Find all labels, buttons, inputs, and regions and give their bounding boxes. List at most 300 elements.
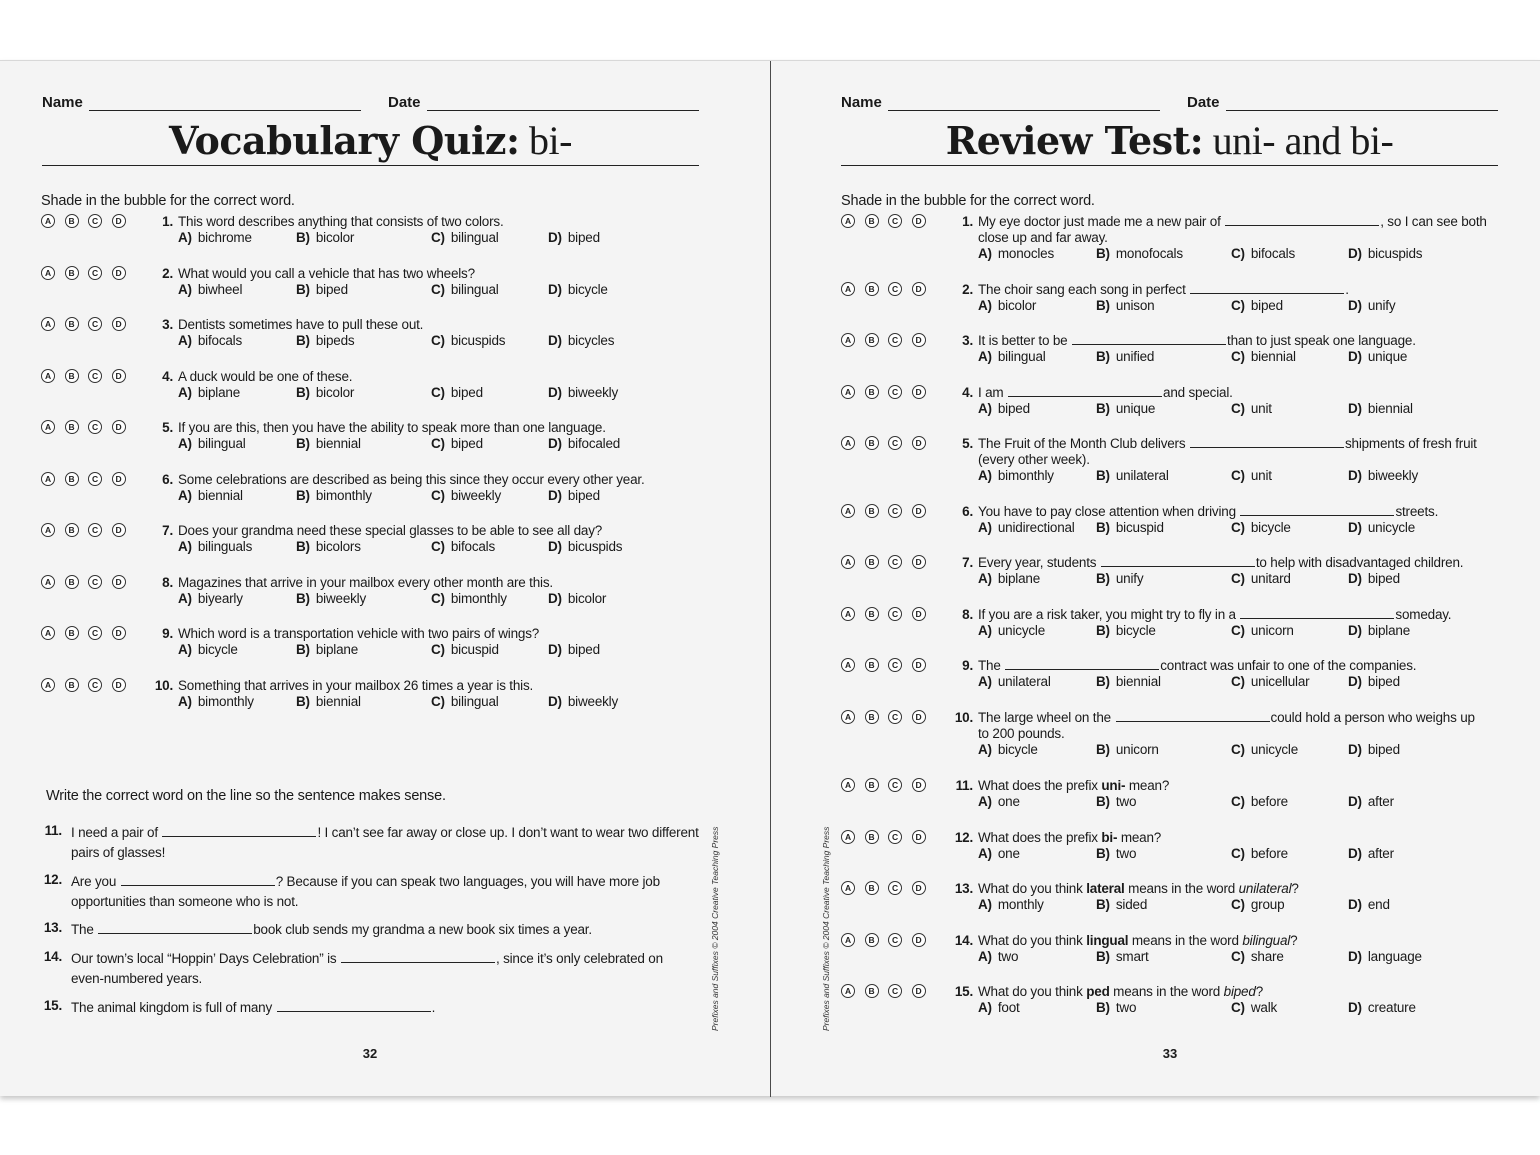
question-text: Magazines that arrive in your mailbox every other month are this. bbox=[178, 574, 553, 590]
bubble-d[interactable]: D bbox=[112, 523, 126, 537]
option-word: unicorn bbox=[1250, 623, 1294, 638]
bubble-c[interactable]: C bbox=[888, 830, 902, 844]
option-d bbox=[1348, 520, 1415, 535]
answer-blank[interactable] bbox=[1225, 214, 1379, 226]
bubble-a[interactable]: A bbox=[841, 555, 855, 569]
question-text bbox=[978, 658, 1416, 673]
bubble-c[interactable]: C bbox=[888, 436, 902, 450]
sentence-start: The choir sang each song in perfect bbox=[978, 282, 1186, 297]
sentence-end: ? Because if you can speak two languages, you will have more job bbox=[275, 874, 660, 889]
bubble-b[interactable]: B bbox=[65, 523, 79, 537]
option-a bbox=[178, 488, 243, 503]
option-a bbox=[178, 385, 240, 400]
option-b bbox=[1096, 623, 1156, 638]
bubble-d[interactable]: D bbox=[112, 317, 126, 331]
bubble-b[interactable]: B bbox=[865, 504, 879, 518]
option-word: bilingual bbox=[450, 230, 499, 245]
option-b bbox=[296, 539, 361, 554]
sentence-end: could hold a person who weighs up bbox=[1270, 710, 1475, 725]
question-item bbox=[841, 333, 1501, 367]
question-text bbox=[978, 385, 1233, 400]
option-letter: D) bbox=[548, 230, 562, 245]
option-word: unit bbox=[1250, 468, 1272, 483]
date-field[interactable] bbox=[427, 110, 699, 111]
option-a bbox=[978, 897, 1044, 912]
bubble-d[interactable]: D bbox=[912, 282, 926, 296]
bubble-d[interactable]: D bbox=[112, 420, 126, 434]
option-letter: A) bbox=[978, 401, 992, 416]
sentence-end: . bbox=[1345, 282, 1349, 297]
option-c bbox=[1231, 1000, 1277, 1015]
bubble-b[interactable]: B bbox=[65, 420, 79, 434]
bubble-a[interactable]: A bbox=[841, 778, 855, 792]
option-letter: D) bbox=[1348, 349, 1362, 364]
bubble-d[interactable]: D bbox=[912, 555, 926, 569]
bubble-c[interactable]: C bbox=[888, 710, 902, 724]
question-number: 10. bbox=[154, 677, 173, 693]
bubble-a[interactable]: A bbox=[841, 984, 855, 998]
bubble-d[interactable]: D bbox=[112, 575, 126, 589]
option-word: bicuspids bbox=[1367, 246, 1423, 261]
bubble-b[interactable]: B bbox=[865, 984, 879, 998]
option-a bbox=[978, 571, 1040, 586]
question-text: Some celebrations are described as being this since they occur every other year. bbox=[178, 471, 645, 487]
question-middle: means in the word bbox=[1109, 984, 1224, 999]
fill-sentence bbox=[71, 823, 699, 863]
bubble-b[interactable]: B bbox=[65, 369, 79, 383]
option-d bbox=[1348, 246, 1422, 261]
option-b bbox=[1096, 349, 1154, 364]
bubble-c[interactable]: C bbox=[888, 385, 902, 399]
option-a bbox=[978, 246, 1054, 261]
option-word: biweekly bbox=[315, 590, 367, 606]
option-c bbox=[1231, 623, 1294, 638]
question-text bbox=[978, 881, 1299, 896]
option-word: creature bbox=[1367, 1000, 1416, 1015]
option-c bbox=[1231, 520, 1291, 535]
bubble-c[interactable]: C bbox=[888, 282, 902, 296]
option-c bbox=[431, 385, 483, 400]
option-word: biped bbox=[1250, 298, 1283, 313]
bubble-a[interactable]: A bbox=[41, 420, 55, 434]
question-text bbox=[978, 984, 1263, 999]
bubble-d[interactable]: D bbox=[912, 984, 926, 998]
option-c bbox=[431, 694, 499, 709]
bubble-a[interactable]: A bbox=[841, 385, 855, 399]
option-letter: C) bbox=[1231, 742, 1245, 757]
option-letter: D) bbox=[1348, 897, 1362, 912]
answer-blank[interactable] bbox=[1190, 282, 1344, 294]
answer-blank[interactable] bbox=[1005, 658, 1159, 670]
option-letter: D) bbox=[1348, 298, 1362, 313]
bubble-a[interactable]: A bbox=[841, 214, 855, 228]
title-rule bbox=[841, 165, 1498, 166]
option-word: share bbox=[1250, 948, 1284, 964]
bubble-a[interactable]: A bbox=[41, 626, 55, 640]
option-letter: B) bbox=[1096, 674, 1110, 689]
option-d bbox=[548, 642, 600, 657]
sentence-continued: opportunities than someone who is not. bbox=[71, 894, 299, 909]
bubble-d[interactable]: D bbox=[912, 658, 926, 672]
bubble-b[interactable]: B bbox=[65, 317, 79, 331]
bubble-b[interactable]: B bbox=[865, 710, 879, 724]
date-field[interactable] bbox=[1226, 110, 1498, 111]
answer-blank[interactable] bbox=[162, 825, 316, 837]
option-word: unilateral bbox=[997, 674, 1051, 689]
option-word: one bbox=[997, 845, 1020, 861]
bubble-a[interactable]: A bbox=[41, 369, 55, 383]
answer-blank[interactable] bbox=[121, 874, 275, 886]
option-word: two bbox=[997, 948, 1019, 964]
bubble-a[interactable]: A bbox=[41, 678, 55, 692]
bubble-d[interactable]: D bbox=[112, 266, 126, 280]
book-spread bbox=[0, 60, 1540, 1096]
bubble-d[interactable]: D bbox=[912, 214, 926, 228]
option-word: two bbox=[1115, 845, 1137, 861]
option-letter: A) bbox=[978, 468, 992, 483]
option-a bbox=[978, 401, 1030, 416]
option-word: bimonthly bbox=[997, 468, 1054, 483]
fill-number: 13. bbox=[43, 920, 62, 935]
option-b bbox=[1096, 949, 1149, 964]
bubble-c[interactable]: C bbox=[888, 504, 902, 518]
option-letter: C) bbox=[1231, 674, 1245, 689]
bubble-c[interactable]: C bbox=[888, 778, 902, 792]
bubble-c[interactable]: C bbox=[88, 678, 102, 692]
bubble-b[interactable]: B bbox=[865, 933, 879, 947]
option-d bbox=[548, 436, 620, 451]
fill-number: 14. bbox=[43, 949, 62, 964]
bubble-a[interactable]: A bbox=[41, 214, 55, 228]
option-word: biped bbox=[315, 281, 348, 297]
bubble-c[interactable]: C bbox=[88, 214, 102, 228]
bubble-d[interactable]: D bbox=[912, 933, 926, 947]
bubble-d[interactable]: D bbox=[912, 778, 926, 792]
bubble-d[interactable]: D bbox=[912, 881, 926, 895]
option-letter: C) bbox=[1231, 520, 1245, 535]
option-letter: A) bbox=[978, 520, 992, 535]
bubble-a[interactable]: A bbox=[41, 266, 55, 280]
question-number: 7. bbox=[962, 555, 973, 570]
bubble-c[interactable]: C bbox=[88, 523, 102, 537]
bubble-c[interactable]: C bbox=[88, 575, 102, 589]
bubble-a[interactable]: A bbox=[41, 575, 55, 589]
bubble-a[interactable]: A bbox=[841, 436, 855, 450]
bubble-b[interactable]: B bbox=[65, 575, 79, 589]
bubble-c[interactable]: C bbox=[888, 555, 902, 569]
option-b bbox=[296, 694, 361, 709]
fill-in-item bbox=[42, 949, 702, 989]
option-word: unicycle bbox=[1367, 520, 1416, 535]
question-end: ? bbox=[1255, 984, 1263, 999]
question-text bbox=[978, 710, 1475, 725]
option-b bbox=[296, 591, 366, 606]
option-letter: B) bbox=[296, 642, 310, 657]
option-word: walk bbox=[1250, 1000, 1278, 1015]
sentence-end: than to just speak one language. bbox=[1227, 333, 1416, 348]
option-letter: B) bbox=[296, 693, 310, 709]
bubble-d[interactable]: D bbox=[112, 626, 126, 640]
bubble-b[interactable]: B bbox=[865, 436, 879, 450]
bubble-b[interactable]: B bbox=[65, 214, 79, 228]
bubble-d[interactable]: D bbox=[112, 678, 126, 692]
question-text bbox=[978, 778, 1169, 793]
answer-blank[interactable] bbox=[98, 922, 252, 934]
option-letter: D) bbox=[548, 333, 562, 348]
question-item bbox=[841, 778, 1501, 812]
bubble-a[interactable]: A bbox=[841, 333, 855, 347]
left-page bbox=[0, 61, 770, 1097]
option-d bbox=[548, 333, 614, 348]
sentence-end: to help with disadvantaged children. bbox=[1255, 555, 1464, 570]
option-letter: D) bbox=[1348, 948, 1362, 964]
bubble-c[interactable]: C bbox=[888, 933, 902, 947]
bubble-c[interactable]: C bbox=[888, 658, 902, 672]
bubble-c[interactable]: C bbox=[88, 626, 102, 640]
bubble-c[interactable]: C bbox=[888, 214, 902, 228]
bubble-a[interactable]: A bbox=[841, 933, 855, 947]
option-word: bifocals bbox=[197, 333, 243, 348]
option-letter: A) bbox=[178, 642, 192, 657]
option-d bbox=[548, 488, 600, 503]
option-a bbox=[978, 349, 1046, 364]
option-b bbox=[1096, 298, 1154, 313]
bubble-b[interactable]: B bbox=[865, 282, 879, 296]
option-b bbox=[296, 642, 358, 657]
option-word: bicuspids bbox=[567, 539, 623, 554]
question-number: 4. bbox=[162, 368, 173, 384]
option-word: unify bbox=[1367, 298, 1396, 313]
option-letter: D) bbox=[548, 539, 562, 554]
option-word: biplane bbox=[997, 571, 1040, 586]
bubble-b[interactable]: B bbox=[865, 555, 879, 569]
fill-number: 15. bbox=[43, 998, 62, 1013]
option-letter: D) bbox=[548, 590, 562, 606]
option-b bbox=[1096, 520, 1164, 535]
option-letter: A) bbox=[178, 590, 192, 606]
option-word: biped bbox=[450, 384, 483, 400]
bubble-b[interactable]: B bbox=[65, 472, 79, 486]
question-text-continued: to 200 pounds. bbox=[978, 726, 1065, 741]
option-letter: A) bbox=[978, 674, 992, 689]
bubble-d[interactable]: D bbox=[912, 333, 926, 347]
sentence-start: Every year, students bbox=[978, 555, 1097, 570]
question-number: 9. bbox=[962, 658, 973, 673]
option-letter: C) bbox=[1231, 246, 1245, 261]
bubble-b[interactable]: B bbox=[865, 333, 879, 347]
option-b bbox=[1096, 794, 1136, 809]
option-letter: C) bbox=[431, 230, 445, 245]
bubble-c[interactable]: C bbox=[88, 317, 102, 331]
answer-blank[interactable] bbox=[341, 951, 495, 963]
question-text: Does your grandma need these special glasses to be able to see all day? bbox=[178, 523, 603, 538]
answer-blank[interactable] bbox=[1240, 504, 1394, 516]
option-letter: A) bbox=[978, 845, 992, 861]
option-a bbox=[178, 333, 242, 348]
question-item bbox=[41, 678, 681, 712]
option-c bbox=[1231, 949, 1284, 964]
option-word: biyearly bbox=[197, 590, 243, 606]
sentence-start: If you are a risk taker, you might try to fly in a bbox=[978, 607, 1236, 622]
bubble-d[interactable]: D bbox=[912, 436, 926, 450]
option-letter: B) bbox=[1096, 742, 1110, 757]
option-letter: B) bbox=[296, 384, 310, 400]
bubble-d[interactable]: D bbox=[912, 385, 926, 399]
answer-blank[interactable] bbox=[1116, 710, 1270, 722]
bubble-c[interactable]: C bbox=[888, 607, 902, 621]
fill-number: 12. bbox=[43, 872, 62, 887]
bubble-c[interactable]: C bbox=[888, 333, 902, 347]
sentence-end: contract was unfair to one of the companies. bbox=[1160, 658, 1417, 673]
option-letter: B) bbox=[1096, 897, 1110, 912]
sentence-end: book club sends my grandma a new book six times a year. bbox=[253, 922, 592, 937]
option-word: foot bbox=[997, 1000, 1020, 1015]
option-letter: A) bbox=[978, 623, 992, 638]
option-c bbox=[431, 642, 499, 657]
answer-blank[interactable] bbox=[1008, 385, 1162, 397]
question-number: 5. bbox=[962, 436, 973, 451]
option-letter: B) bbox=[1096, 948, 1110, 964]
option-letter: C) bbox=[431, 487, 445, 503]
bubble-d[interactable]: D bbox=[912, 607, 926, 621]
bubble-a[interactable]: A bbox=[841, 607, 855, 621]
question-text-continued: close up and far away. bbox=[978, 230, 1108, 245]
option-d bbox=[1348, 571, 1400, 586]
page-title bbox=[841, 119, 1498, 163]
sentence-continued: even-numbered years. bbox=[71, 971, 203, 986]
bubble-b[interactable]: B bbox=[865, 830, 879, 844]
option-word: unilateral bbox=[1115, 468, 1169, 483]
option-word: before bbox=[1250, 845, 1288, 861]
answer-blank[interactable] bbox=[1190, 436, 1344, 448]
option-word: monthly bbox=[997, 897, 1044, 912]
answer-blank[interactable] bbox=[1101, 555, 1255, 567]
question-start: What does the prefix bbox=[978, 829, 1102, 845]
option-letter: B) bbox=[1096, 520, 1110, 535]
option-word: bimonthly bbox=[450, 590, 507, 606]
option-word: biped bbox=[450, 436, 483, 451]
option-c bbox=[1231, 401, 1272, 416]
bubble-b[interactable]: B bbox=[865, 881, 879, 895]
question-item bbox=[841, 436, 1501, 486]
name-field[interactable] bbox=[89, 110, 361, 111]
answer-blank[interactable] bbox=[1240, 607, 1394, 619]
bubble-a[interactable]: A bbox=[841, 282, 855, 296]
fill-sentence bbox=[71, 949, 663, 989]
bubble-d[interactable]: D bbox=[912, 830, 926, 844]
option-word: unicorn bbox=[1115, 742, 1159, 757]
option-c bbox=[431, 539, 495, 554]
question-text bbox=[978, 504, 1438, 519]
bubble-b[interactable]: B bbox=[865, 778, 879, 792]
option-letter: A) bbox=[178, 333, 192, 348]
bubble-d[interactable]: D bbox=[112, 472, 126, 486]
bubble-c[interactable]: C bbox=[888, 984, 902, 998]
sentence-end: someday. bbox=[1395, 607, 1452, 622]
option-letter: A) bbox=[178, 281, 192, 297]
option-d bbox=[1348, 794, 1394, 809]
name-date-row bbox=[841, 94, 1501, 112]
option-letter: B) bbox=[1096, 571, 1110, 586]
option-a bbox=[978, 794, 1020, 809]
option-word: sided bbox=[1115, 897, 1148, 912]
bubble-c[interactable]: C bbox=[888, 881, 902, 895]
option-word: bicycle bbox=[997, 742, 1038, 757]
bubble-b[interactable]: B bbox=[865, 385, 879, 399]
bubble-a[interactable]: A bbox=[841, 504, 855, 518]
target-word: ped bbox=[1086, 984, 1110, 999]
bubble-d[interactable]: D bbox=[912, 710, 926, 724]
bubble-a[interactable]: A bbox=[841, 658, 855, 672]
bubble-c[interactable]: C bbox=[88, 420, 102, 434]
bubble-a[interactable]: A bbox=[841, 881, 855, 895]
option-letter: C) bbox=[431, 642, 445, 657]
option-letter: C) bbox=[1231, 298, 1245, 313]
option-word: biped bbox=[1367, 674, 1400, 689]
bubble-b[interactable]: B bbox=[865, 607, 879, 621]
question-item bbox=[41, 523, 681, 557]
bubble-b[interactable]: B bbox=[65, 626, 79, 640]
bubble-a[interactable]: A bbox=[41, 317, 55, 331]
bubble-c[interactable]: C bbox=[88, 266, 102, 280]
question-number: 2. bbox=[962, 282, 973, 297]
bubble-a[interactable]: A bbox=[841, 710, 855, 724]
question-number: 13. bbox=[954, 881, 973, 896]
option-word: unitard bbox=[1250, 571, 1291, 586]
option-a bbox=[178, 436, 246, 451]
question-number: 10. bbox=[954, 710, 973, 725]
bubble-a[interactable]: A bbox=[41, 523, 55, 537]
sentence-start: The Fruit of the Month Club delivers bbox=[978, 436, 1186, 451]
bubble-d[interactable]: D bbox=[112, 369, 126, 383]
option-letter: D) bbox=[548, 487, 562, 503]
option-word: biped bbox=[1367, 571, 1400, 586]
option-word: biplane bbox=[197, 384, 240, 400]
question-text: If you are this, then you have the ability to speak more than one language. bbox=[178, 420, 606, 435]
option-d bbox=[548, 694, 618, 709]
bubble-b[interactable]: B bbox=[65, 266, 79, 280]
option-b bbox=[1096, 674, 1161, 689]
name-field[interactable] bbox=[888, 110, 1160, 111]
bubble-a[interactable]: A bbox=[41, 472, 55, 486]
question-text: Dentists sometimes have to pull these out. bbox=[178, 317, 424, 332]
option-letter: D) bbox=[1348, 623, 1362, 638]
answer-blank[interactable] bbox=[277, 1000, 431, 1012]
bubble-c[interactable]: C bbox=[88, 369, 102, 383]
bubble-b[interactable]: B bbox=[65, 678, 79, 692]
option-letter: C) bbox=[1231, 794, 1245, 809]
option-word: bicolor bbox=[997, 298, 1037, 313]
question-item bbox=[841, 658, 1501, 692]
bubble-d[interactable]: D bbox=[912, 504, 926, 518]
option-word: biplane bbox=[315, 642, 358, 657]
option-letter: B) bbox=[296, 436, 310, 451]
option-letter: B) bbox=[1096, 1000, 1110, 1015]
answer-blank[interactable] bbox=[1072, 333, 1226, 345]
bubble-d[interactable]: D bbox=[112, 214, 126, 228]
page-number: 32 bbox=[362, 1046, 378, 1061]
option-letter: A) bbox=[178, 487, 192, 503]
question-item bbox=[841, 385, 1501, 419]
option-word: bilinguals bbox=[197, 539, 253, 554]
bubble-b[interactable]: B bbox=[865, 214, 879, 228]
option-word: group bbox=[1250, 897, 1285, 912]
bubble-c[interactable]: C bbox=[88, 472, 102, 486]
bubble-b[interactable]: B bbox=[865, 658, 879, 672]
bubble-a[interactable]: A bbox=[841, 830, 855, 844]
question-text bbox=[978, 436, 1477, 451]
option-letter: D) bbox=[1348, 246, 1362, 261]
